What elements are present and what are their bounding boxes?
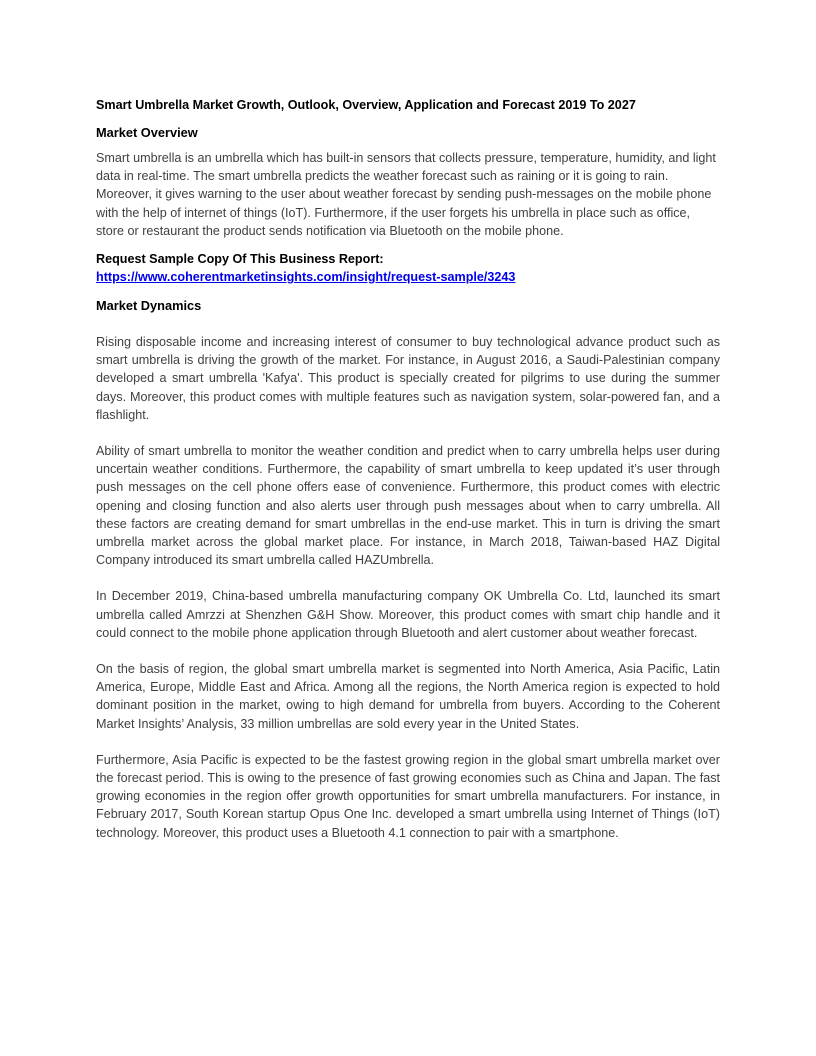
document-title: Smart Umbrella Market Growth, Outlook, Overview, Application and Forecast 2019 To 2027 — [96, 98, 636, 112]
market-dynamics-heading: Market Dynamics — [96, 298, 202, 314]
dynamics-paragraph: Furthermore, Asia Pacific is expected to be the fastest growing region in the global smart umbrella market over the forecast period. This is owing to the presence of fast growing economies such as China and Japan. The fast growing economies in the region offer growth opportunities for smart umbrella manufacturers. For instance, in February 2017, South Korean startup Opus One Inc. developed a smart umbrella using Internet of Things (IoT) technology. Moreover, this product uses a Bluetooth 4.1 connection to pair with a smartphone. — [96, 752, 720, 840]
request-sample-link[interactable]: https://www.coherentmarketinsights.com/insight/request-sample/3243 — [96, 270, 516, 285]
dynamics-paragraph: In December 2019, China-based umbrella manufacturing company OK Umbrella Co. Ltd, launched its smart umbrella called Amrzzi at Shenzhen G&H Show. Moreover, this product comes with smart chip handle and it could connect to the mobile phone application through Bluetooth and alert customer about weather forecast. — [96, 589, 720, 640]
dynamics-paragraph: On the basis of region, the global smart umbrella market is segmented into North America, Asia Pacific, Latin America, Europe, Middle East and Africa. Among all the regions, the North America region is expected to hold dominant position in the market, owing to high demand for umbrella from buyers. According to the Coherent Market Insights’ Analysis, 33 million umbrellas are sold every year in the United States. — [96, 662, 720, 731]
document-page — [96, 96, 720, 852]
dynamics-paragraph: Rising disposable income and increasing interest of consumer to buy technological advance product such as smart umbrella is driving the growth of the market. For instance, in August 2016, a Saudi-Palestinian company developed a smart umbrella 'Kafya'. This product is specially created for pilgrims to use during the summer days. Moreover, this product comes with multiple features such as navigation system, solar-powered fan, and a flashlight. — [96, 335, 720, 422]
market-overview-paragraph: Smart umbrella is an umbrella which has built-in sensors that collects pressure, temperature, humidity, and light data in real-time. The smart umbrella predicts the weather forecast such as raining or it is going to rain. Moreover, it gives warning to the user about weather forecast by sending push-messages on the mobile phone with the help of internet of things (IoT). Furthermore, if the user forgets his umbrella in place such as office, store or restaurant the product sends notification via Bluetooth on the mobile phone. — [96, 151, 716, 238]
request-sample-label: Request Sample Copy Of This Business Report: — [96, 252, 384, 267]
dynamics-paragraph: Ability of smart umbrella to monitor the weather condition and predict when to carry umbrella helps user during uncertain weather conditions. Furthermore, the capability of smart umbrella to keep updated it’s user through push messages on the cell phone offers ease of convenience. Furthermore, this product comes with electric opening and closing function and also alerts user through push messages about when to carry umbrella. All these factors are creating demand for smart umbrellas in the end-use market. This in turn is driving the smart umbrella market across the global market place. For instance, in March 2018, Taiwan-based HAZ Digital Company introduced its smart umbrella called HAZUmbrella. — [96, 444, 720, 568]
market-overview-heading: Market Overview — [96, 125, 198, 140]
